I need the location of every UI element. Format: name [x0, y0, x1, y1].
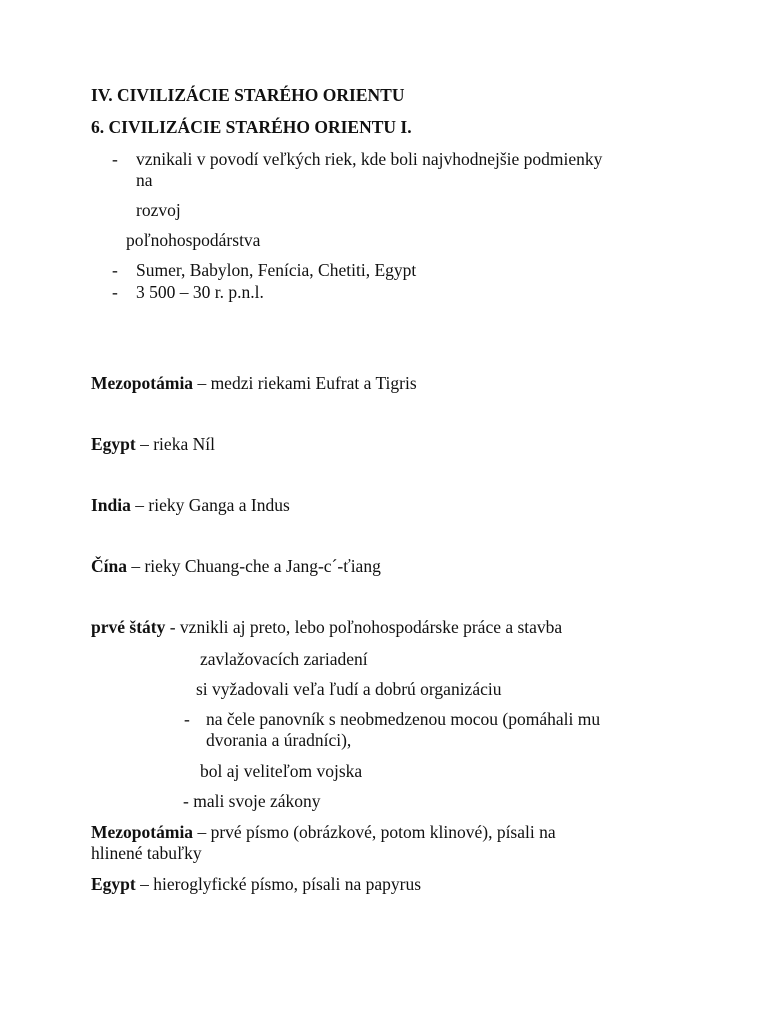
river-entry [91, 433, 215, 455]
river-term: Mezopotámia [91, 373, 194, 393]
intro-bullet-1-cont: rozvoj [136, 200, 181, 220]
river-text: – rieky Ganga a Indus [130, 495, 290, 515]
states-line: zavlažovacích zariadení [200, 649, 368, 669]
writing-text: – hieroglyfické písmo, písali na papyrus [135, 874, 422, 894]
heading-section: 6. CIVILIZÁCIE STARÉHO ORIENTU I. [91, 117, 412, 137]
writing-text: – prvé písmo (obrázkové, potom klinové), písali na [193, 822, 556, 842]
river-term: India [91, 495, 131, 515]
river-text: – medzi riekami Eufrat a Tigris [193, 373, 417, 393]
states-line: - mali svoje zákony [183, 791, 321, 811]
writing-entry [91, 821, 556, 843]
intro-bullet-1-cont: na [136, 170, 153, 190]
states-line: si vyžadovali veľa ľudí a dobrú organizáciu [196, 679, 502, 699]
intro-bullet-1-cont: poľnohospodárstva [126, 230, 261, 250]
bullet-dash: - [112, 149, 118, 169]
bullet-dash: - [184, 709, 190, 729]
bullet-dash: - [112, 260, 118, 280]
states-intro [91, 616, 562, 638]
states-line: bol aj veliteľom vojska [200, 761, 363, 781]
river-term: Čína [91, 556, 127, 576]
intro-bullet-2: Sumer, Babylon, Fenícia, Chetiti, Egypt [136, 260, 417, 280]
river-entry [91, 555, 381, 577]
states-text: - vznikli aj preto, lebo poľnohospodárske práce a stavba [165, 617, 563, 637]
heading-chapter: IV. CIVILIZÁCIE STARÉHO ORIENTU [91, 85, 405, 105]
river-text: – rieka Níl [135, 434, 215, 454]
writing-entry [91, 873, 421, 895]
writing-entry-cont: hlinené tabuľky [91, 843, 202, 863]
river-entry [91, 372, 417, 394]
states-term: prvé štáty [91, 617, 166, 637]
states-bullet-cont: dvorania a úradníci), [206, 730, 352, 750]
river-term: Egypt [91, 434, 136, 454]
bullet-dash: - [112, 282, 118, 302]
writing-term: Egypt [91, 874, 136, 894]
river-text: – rieky Chuang-che a Jang-c´-ťiang [126, 556, 381, 576]
states-bullet: na čele panovník s neobmedzenou mocou (pomáhali mu [206, 709, 601, 729]
intro-bullet-3: 3 500 – 30 r. p.n.l. [136, 282, 264, 302]
writing-term: Mezopotámia [91, 822, 194, 842]
river-entry [91, 494, 290, 516]
intro-bullet-1: vznikali v povodí veľkých riek, kde boli najvhodnejšie podmienky [136, 149, 603, 169]
